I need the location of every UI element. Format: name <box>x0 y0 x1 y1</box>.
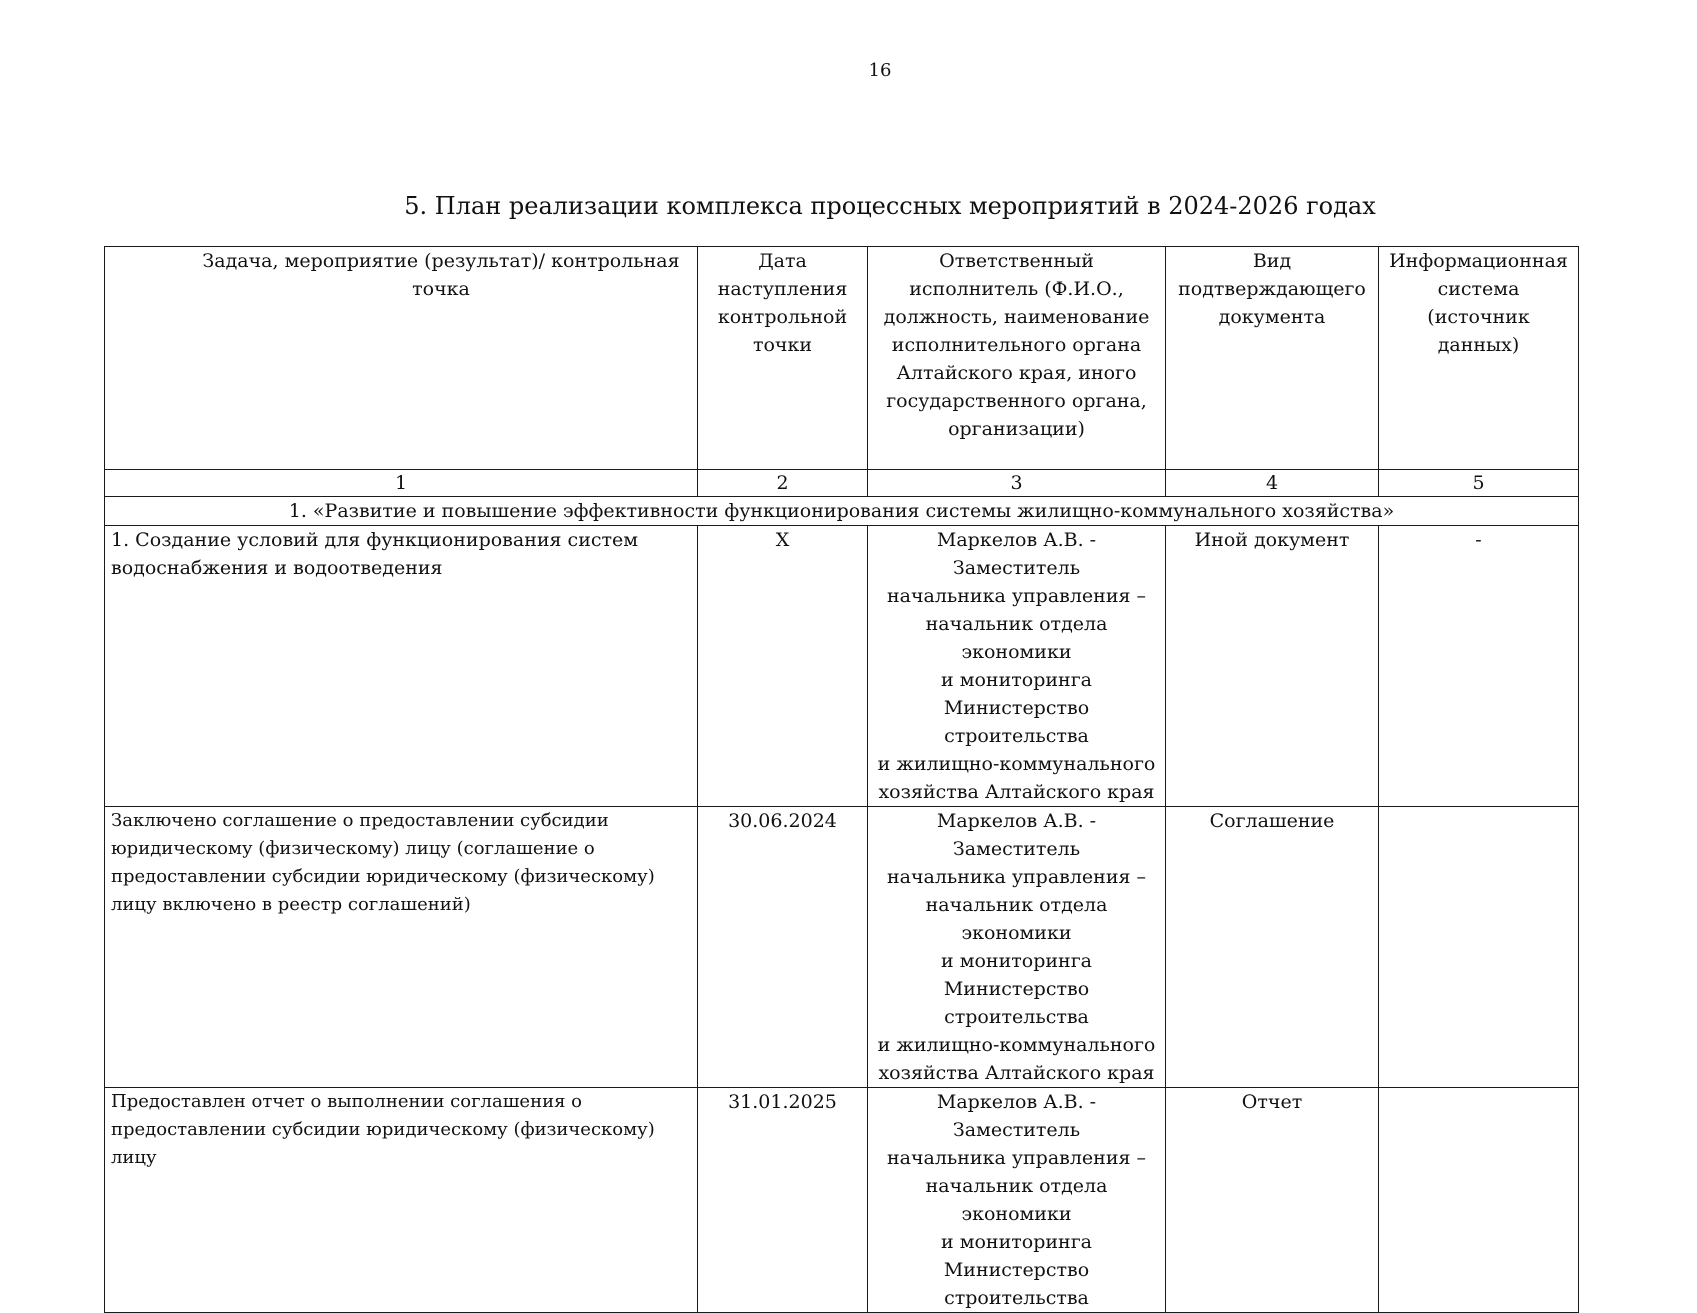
date-cell: X <box>698 526 868 807</box>
executor-line: начальник отдела экономики <box>925 613 1108 663</box>
date-cell: 31.01.2025 <box>698 1088 868 1313</box>
system-cell <box>1379 807 1579 1088</box>
executor-line: Министерство строительства <box>943 1259 1090 1309</box>
header-executor: Ответственный исполнитель (Ф.И.О., должность, наименование исполнительного органа Алтайского края, иного государственного органа, организации) <box>868 247 1166 470</box>
task-cell: Предоставлен отчет о выполнении соглашения о предоставлении субсидии юридическому (физическому) лицу <box>105 1088 698 1313</box>
executor-line: и мониторинга <box>941 669 1092 691</box>
header-document: Вид подтверждающего документа <box>1166 247 1379 470</box>
executor-line: и мониторинга <box>941 950 1092 972</box>
section-heading: 1. «Развитие и повышение эффективности функционирования системы жилищно-коммунального хозяйства» <box>105 497 1579 526</box>
system-cell: - <box>1379 526 1579 807</box>
header-date: Дата наступления контрольной точки <box>698 247 868 470</box>
document-cell: Соглашение <box>1166 807 1379 1088</box>
task-cell: Заключено соглашение о предоставлении субсидии юридическому (физическому) лицу (соглашение о предоставлении субсидии юридическому (физическому) лицу включено в реестр соглашений) <box>105 807 698 1088</box>
column-number: 1 <box>105 470 698 497</box>
header-system: Информационная система (источник данных) <box>1379 247 1579 470</box>
table-row <box>105 807 1579 1088</box>
column-number: 2 <box>698 470 868 497</box>
executor-line: Маркелов А.В. - Заместитель <box>936 810 1097 860</box>
table-header-row <box>105 247 1579 470</box>
executor-line: и жилищно-коммунального <box>877 753 1156 775</box>
header-task: Задача, мероприятие (результат)/ контрольная точка <box>105 247 698 470</box>
column-number: 4 <box>1166 470 1379 497</box>
date-cell: 30.06.2024 <box>698 807 868 1088</box>
page-number: 16 <box>868 60 892 81</box>
section-title: 5. План реализации комплекса процессных мероприятий в 2024-2026 годах <box>404 192 1376 220</box>
executor-line: и мониторинга <box>941 1231 1092 1253</box>
column-number: 3 <box>868 470 1166 497</box>
document-cell: Отчет <box>1166 1088 1379 1313</box>
executor-line: начальника управления – <box>886 1147 1147 1169</box>
executor-line: хозяйства Алтайского края <box>878 781 1155 803</box>
executor-line: Маркелов А.В. - Заместитель <box>936 529 1097 579</box>
executor-line: начальника управления – <box>886 866 1147 888</box>
executor-line: Министерство строительства <box>943 697 1090 747</box>
executor-line: начальник отдела экономики <box>925 894 1108 944</box>
executor-line: хозяйства Алтайского края <box>878 1062 1155 1084</box>
executor-cell <box>868 807 1166 1088</box>
executor-line: начальника управления – <box>886 585 1147 607</box>
section-row <box>105 497 1579 526</box>
executor-line: и жилищно-коммунального <box>877 1034 1156 1056</box>
executor-line: Маркелов А.В. - Заместитель <box>936 1091 1097 1141</box>
executor-line: Министерство строительства <box>943 978 1090 1028</box>
executor-cell <box>868 1088 1166 1313</box>
task-cell: 1. Создание условий для функционирования систем водоснабжения и водоотведения <box>105 526 698 807</box>
column-number: 5 <box>1379 470 1579 497</box>
document-cell: Иной документ <box>1166 526 1379 807</box>
table-row <box>105 1088 1579 1313</box>
table-row <box>105 526 1579 807</box>
column-number-row <box>105 470 1579 497</box>
executor-cell <box>868 526 1166 807</box>
plan-table <box>104 246 1579 1313</box>
system-cell <box>1379 1088 1579 1313</box>
executor-line: начальник отдела экономики <box>925 1175 1108 1225</box>
